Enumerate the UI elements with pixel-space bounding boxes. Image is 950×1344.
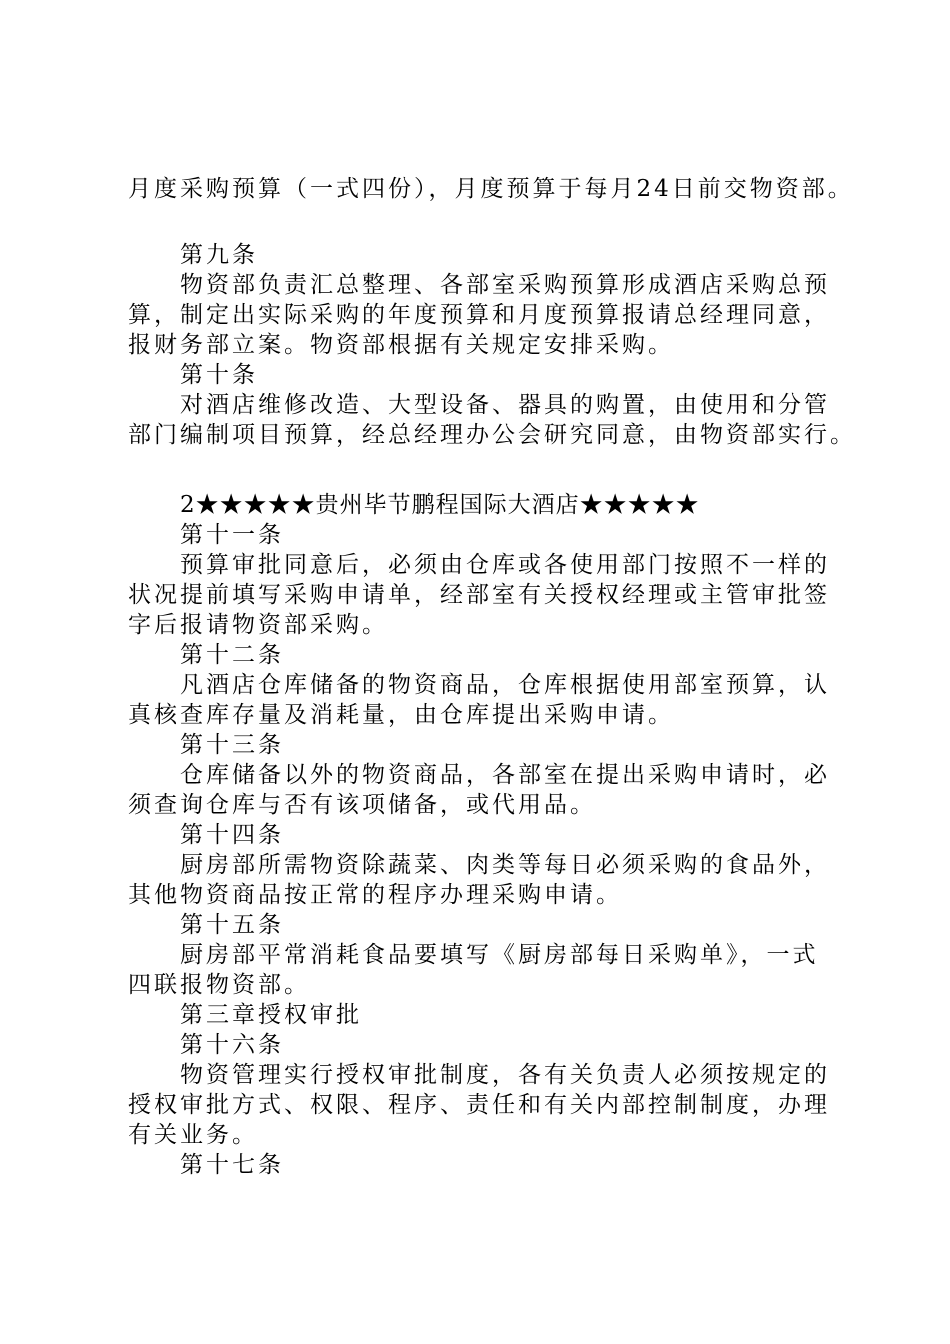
article-heading: 第十条 bbox=[180, 362, 258, 388]
paragraph-line: 四联报物资部。 bbox=[128, 972, 310, 998]
paragraph-line: 算，制定出实际采购的年度预算和月度预算报请总经理同意， bbox=[128, 302, 830, 328]
paragraph-line: 仓库储备以外的物资商品，各部室在提出采购申请时，必 bbox=[180, 762, 830, 788]
paragraph-line: 对酒店维修改造、大型设备、器具的购置，由使用和分管 bbox=[180, 392, 830, 418]
article-heading: 第十一条 bbox=[180, 522, 284, 548]
paragraph-line: 有关业务。 bbox=[128, 1122, 258, 1148]
paragraph-line: 物资部负责汇总整理、各部室采购预算形成酒店采购总预 bbox=[180, 272, 830, 298]
document-body bbox=[128, 174, 856, 1180]
paragraph-line: 凡酒店仓库储备的物资商品，仓库根据使用部室预算，认 bbox=[180, 672, 830, 698]
paragraph-line: 月度采购预算（一式四份），月度预算于每月24日前交物资部。 bbox=[128, 176, 854, 202]
chapter-heading: 第三章授权审批 bbox=[180, 1002, 362, 1028]
article-heading: 第十三条 bbox=[180, 732, 284, 758]
article-heading: 第十二条 bbox=[180, 642, 284, 668]
paragraph-line: 字后报请物资部采购。 bbox=[128, 612, 388, 638]
paragraph-line: 状况提前填写采购申请单，经部室有关授权经理或主管审批签 bbox=[128, 582, 830, 608]
article-heading: 第十七条 bbox=[180, 1152, 284, 1178]
paragraph-line: 须查询仓库与否有该项储备，或代用品。 bbox=[128, 792, 596, 818]
paragraph-line: 其他物资商品按正常的程序办理采购申请。 bbox=[128, 882, 622, 908]
paragraph-line: 部门编制项目预算，经总经理办公会研究同意，由物资部实行。 bbox=[128, 422, 856, 448]
article-heading: 第十五条 bbox=[180, 912, 284, 938]
article-heading: 第十六条 bbox=[180, 1032, 284, 1058]
article-heading: 第九条 bbox=[180, 242, 258, 268]
paragraph-line: 预算审批同意后，必须由仓库或各使用部门按照不一样的 bbox=[180, 552, 830, 578]
paragraph-line: 报财务部立案。物资部根据有关规定安排采购。 bbox=[128, 332, 674, 358]
paragraph-line: 授权审批方式、权限、程序、责任和有关内部控制制度，办理 bbox=[128, 1092, 830, 1118]
hotel-title-line: 2★★★★★贵州毕节鹏程国际大酒店★★★★★ bbox=[180, 492, 700, 518]
paragraph-line: 物资管理实行授权审批制度，各有关负责人必须按规定的 bbox=[180, 1062, 830, 1088]
paragraph-line: 厨房部所需物资除蔬菜、肉类等每日必须采购的食品外， bbox=[180, 852, 830, 878]
paragraph-line: 真核查库存量及消耗量，由仓库提出采购申请。 bbox=[128, 702, 674, 728]
paragraph-line: 厨房部平常消耗食品要填写《厨房部每日采购单》，一式 bbox=[180, 942, 819, 968]
article-heading: 第十四条 bbox=[180, 822, 284, 848]
